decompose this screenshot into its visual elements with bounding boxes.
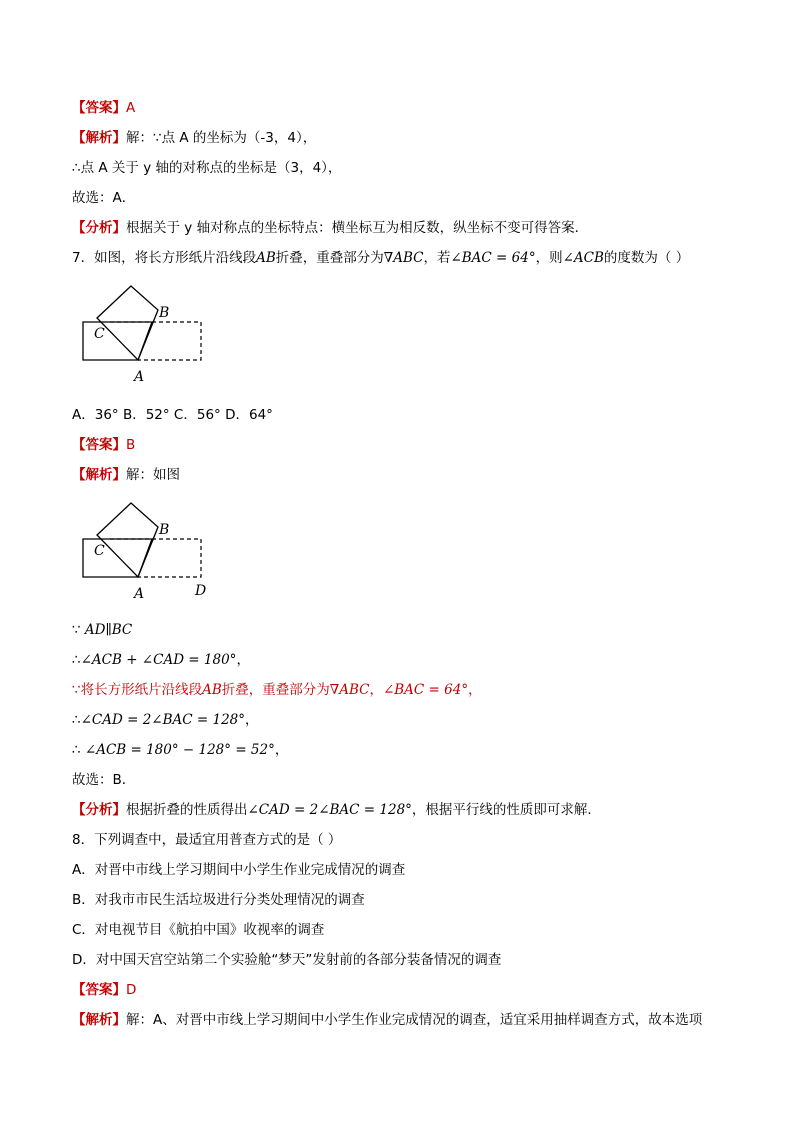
answer-value: A xyxy=(126,100,136,116)
segment-ab: AB xyxy=(256,250,276,266)
answer-6 xyxy=(72,98,135,118)
analysis-tag: 【解析】 xyxy=(72,130,126,146)
question-7-figure xyxy=(70,280,220,390)
question-7-stem xyxy=(72,248,689,268)
analysis-7-step1 xyxy=(72,620,132,640)
punct: ， xyxy=(245,712,259,728)
answer-value: B xyxy=(126,437,136,453)
label-a: A xyxy=(134,369,145,385)
note-text: ，根据平行线的性质即可求解． xyxy=(411,802,601,818)
analysis-7-figure xyxy=(70,497,220,607)
answer-7 xyxy=(72,435,135,455)
note-tag: 【分析】 xyxy=(72,802,126,818)
answer-tag: 【答案】 xyxy=(72,437,126,453)
math-expr: ∠CAD = 2∠BAC = 128° xyxy=(80,712,246,728)
analysis-7-intro xyxy=(72,465,180,485)
question-8-option-a: A．对晋中市线上学习期间中小学生作业完成情况的调查 xyxy=(72,862,406,878)
analysis-6-line2: ∴点 A 关于 y 轴的对称点的坐标是（3，4）， xyxy=(72,160,342,176)
segment-ab: AB xyxy=(202,682,222,698)
analysis-7-step5 xyxy=(72,740,288,760)
question-8-option-c: C．对电视节目《航拍中国》收视率的调查 xyxy=(72,922,325,938)
because-symbol: ∵ xyxy=(72,622,81,638)
triangle-abc: ∇ABC xyxy=(383,250,424,266)
punct: ， xyxy=(274,742,289,758)
stem-part: 7．如图，将长方形纸片沿线段 xyxy=(72,250,257,266)
label-c: C xyxy=(94,326,105,342)
text-part: ∵将长方形纸片沿线段 xyxy=(72,682,203,698)
analysis-7-step2 xyxy=(72,650,250,670)
question-8-option-d: D．对中国天宫空站第二个实验舱“梦天”发射前的各部分装备情况的调查 xyxy=(72,952,502,968)
stem-part: 的度数为（ ） xyxy=(603,250,690,266)
analysis-text: 解：∵点 A 的坐标为（-3，4）， xyxy=(126,130,317,146)
note-7 xyxy=(72,800,601,820)
analysis-6-line3: 故选：A． xyxy=(72,190,136,206)
original-outline-dashed xyxy=(138,322,201,360)
analysis-text: 解：A、对晋中市线上学习期间中小学生作业完成情况的调查，适宜采用抽样调查方式，故本选项 xyxy=(126,1012,703,1028)
math-expr: ∠CAD = 2∠BAC = 128° xyxy=(247,802,412,818)
punct: ， xyxy=(468,682,482,698)
question-8-stem: 8．下列调查中，最适宜用普查方式的是（ ） xyxy=(72,832,342,848)
therefore-symbol: ∴ xyxy=(72,742,81,758)
analysis-8 xyxy=(72,1010,702,1030)
question-8-option-b: B．对我市市民生活垃圾进行分类处理情况的调查 xyxy=(72,892,365,908)
original-outline-dashed xyxy=(138,539,201,577)
math-expr: AD∥BC xyxy=(84,622,133,638)
question-7-options: A．36° B．52° C．56° D．64° xyxy=(72,407,273,423)
punct: ， xyxy=(236,652,250,668)
note-tag: 【分析】 xyxy=(72,220,126,236)
therefore-symbol: ∴ xyxy=(72,712,81,728)
stem-part: 折叠，重叠部分为 xyxy=(275,250,384,266)
answer-8 xyxy=(72,980,136,1000)
analysis-7-step4 xyxy=(72,710,259,730)
math-expr: ∠ACB = 180° − 128° = 52° xyxy=(84,742,275,758)
stem-part: ，若 xyxy=(423,250,451,266)
label-b: B xyxy=(159,305,170,321)
answer-tag: 【答案】 xyxy=(72,100,126,116)
analysis-tag: 【解析】 xyxy=(72,1012,126,1028)
analysis-tag: 【解析】 xyxy=(72,467,126,483)
answer-tag: 【答案】 xyxy=(72,982,126,998)
answer-value: D xyxy=(126,982,137,998)
note-text: 根据折叠的性质得出 xyxy=(126,802,248,818)
angle-acb: ∠ACB xyxy=(562,250,604,266)
math-expr: ∠ACB + ∠CAD = 180° xyxy=(80,652,237,668)
label-d: D xyxy=(195,583,207,599)
analysis-7-step6: 故选：B． xyxy=(72,772,136,788)
folded-flap xyxy=(97,503,158,577)
text-part: 折叠，重叠部分为 xyxy=(221,682,330,698)
label-a: A xyxy=(134,586,145,602)
analysis-7-step3 xyxy=(72,680,482,700)
label-c: C xyxy=(94,543,105,559)
triangle-abc: ∇ABC xyxy=(329,682,370,698)
note-6 xyxy=(72,218,588,238)
therefore-symbol: ∴ xyxy=(72,652,81,668)
stem-part: ，则 xyxy=(535,250,563,266)
analysis-text: 解：如图 xyxy=(126,467,180,483)
folded-flap xyxy=(97,286,158,360)
note-text: 根据关于 y 轴对称点的坐标特点：横坐标互为相反数，纵坐标不变可得答案． xyxy=(126,220,589,236)
angle-bac: ∠BAC = 64° xyxy=(382,682,469,698)
label-b: B xyxy=(159,522,170,538)
angle-bac: ∠BAC = 64° xyxy=(450,250,536,266)
punct: ， xyxy=(369,682,383,698)
analysis-6-line1 xyxy=(72,128,316,148)
